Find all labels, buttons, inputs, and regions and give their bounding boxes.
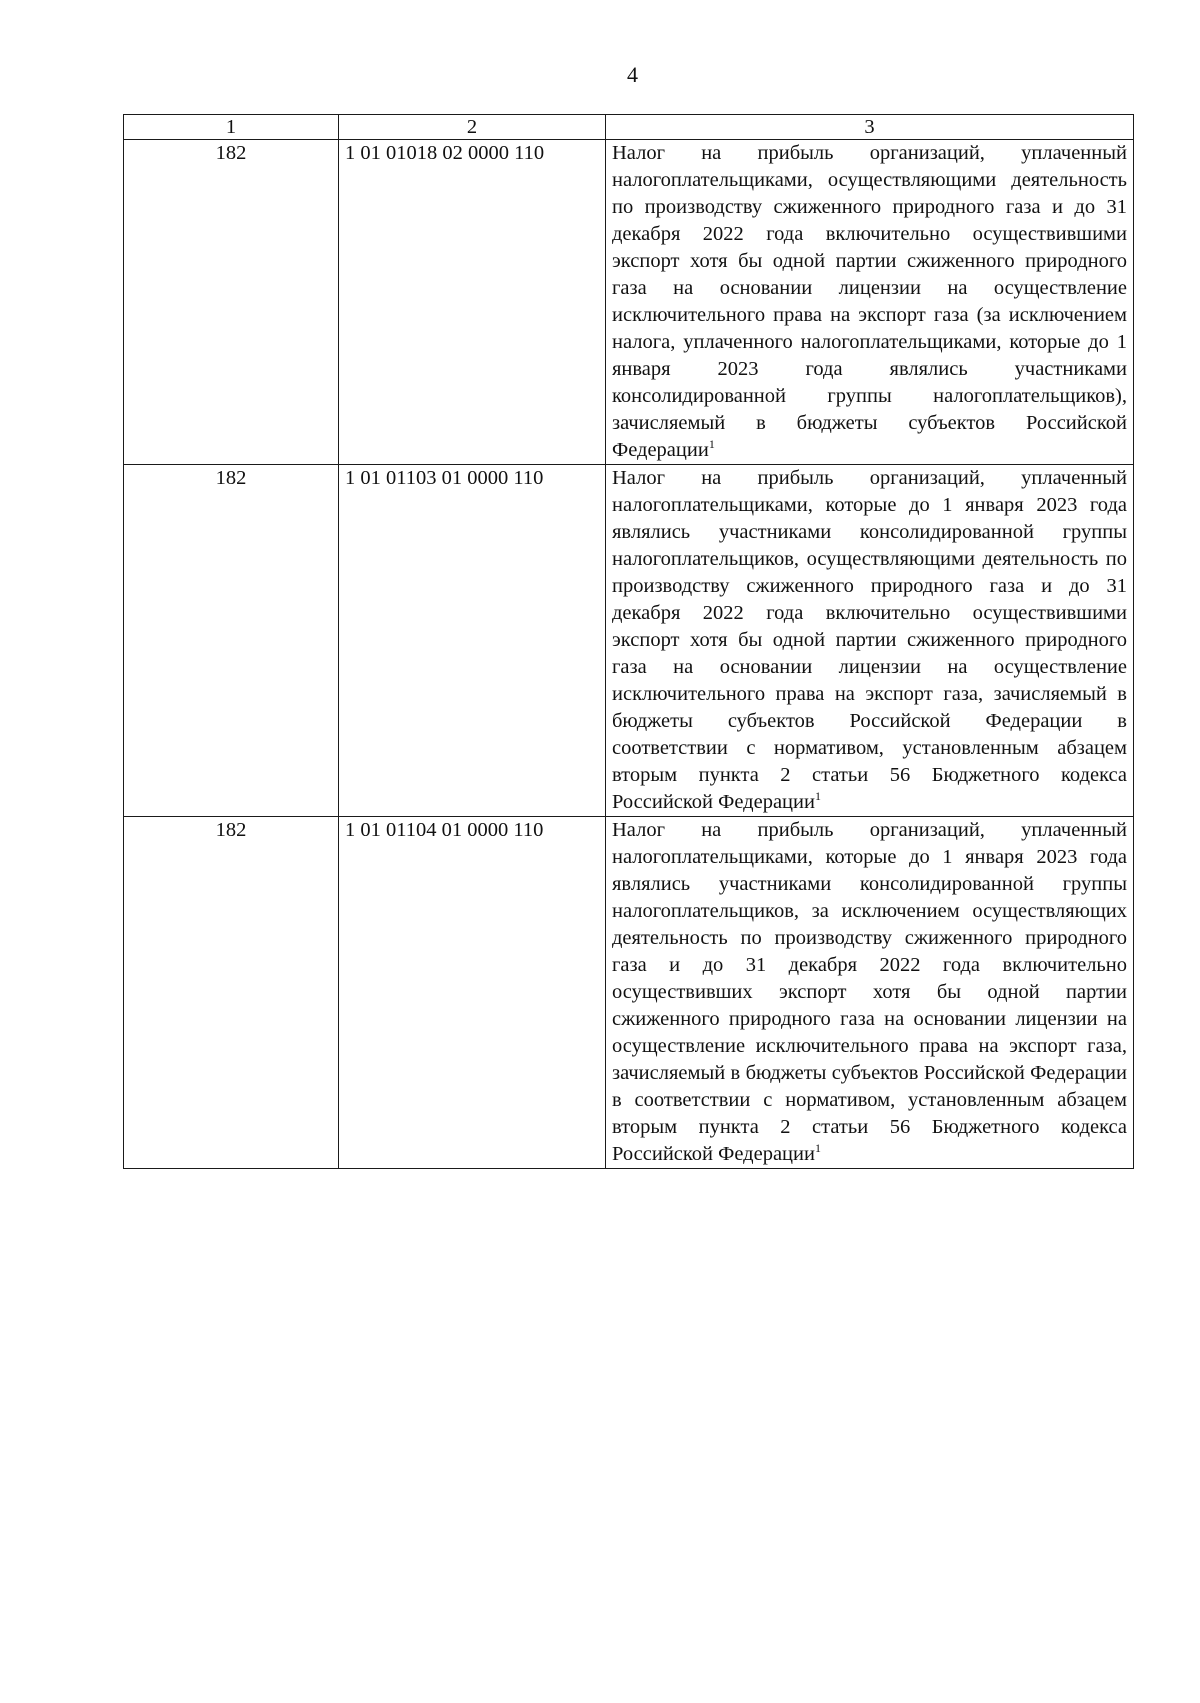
description-cell bbox=[606, 817, 1134, 1169]
budget-code-table bbox=[123, 114, 1134, 1169]
admin-code-cell: 182 bbox=[124, 140, 339, 465]
page-number: 4 bbox=[627, 62, 638, 87]
header-col-2: 2 bbox=[339, 115, 606, 140]
table-row bbox=[124, 817, 1134, 1169]
description-text: Налог на прибыль организаций, уплаченный налогоплательщиками, осуществляющими деятельность по производству сжиженного природного газа и до 31 декабря 2022 года включительно осуществившими экспорт хотя бы одной партии сжиженного природного газа на основании лицензии на осуществление исключительного права на экспорт газа (за исключением налога, уплаченного налогоплательщиками, которые до 1 января 2023 года являлись участниками консолидированной группы налогоплательщиков), зачисляемый в бюджеты субъектов Российской Федерации bbox=[612, 142, 1127, 461]
kbk-code-cell: 1 01 01103 01 0000 110 bbox=[339, 465, 606, 817]
admin-code-cell: 182 bbox=[124, 465, 339, 817]
description-cell bbox=[606, 465, 1134, 817]
table-row bbox=[124, 465, 1134, 817]
header-col-3: 3 bbox=[606, 115, 1134, 140]
kbk-code-cell: 1 01 01018 02 0000 110 bbox=[339, 140, 606, 465]
footnote-marker: 1 bbox=[814, 1141, 821, 1156]
table-header bbox=[124, 115, 1134, 140]
footnote-marker: 1 bbox=[708, 437, 715, 452]
header-row bbox=[124, 115, 1134, 140]
header-col-1: 1 bbox=[124, 115, 339, 140]
table-body bbox=[124, 140, 1134, 1169]
description-text: Налог на прибыль организаций, уплаченный налогоплательщиками, которые до 1 января 2023 года являлись участниками консолидированной группы налогоплательщиков, за исключением осуществляющих деятельность по производству сжиженного природного газа и до 31 декабря 2022 года включительно осуществивших экспорт хотя бы одной партии сжиженного природного газа на основании лицензии на осуществление исключительного права на экспорт газа, зачисляемый в бюджеты субъектов Российской Федерации в соответствии с нормативом, установленным абзацем вторым пункта 2 статьи 56 Бюджетного кодекса Российской Федерации bbox=[612, 819, 1127, 1165]
description-text: Налог на прибыль организаций, уплаченный налогоплательщиками, которые до 1 января 2023 года являлись участниками консолидированной группы налогоплательщиков, осуществляющими деятельность по производству сжиженного природного газа и до 31 декабря 2022 года включительно осуществившими экспорт хотя бы одной партии сжиженного природного газа на основании лицензии на осуществление исключительного права на экспорт газа, зачисляемый в бюджеты субъектов Российской Федерации в соответствии с нормативом, установленным абзацем вторым пункта 2 статьи 56 Бюджетного кодекса Российской Федерации bbox=[612, 467, 1127, 813]
admin-code-cell: 182 bbox=[124, 817, 339, 1169]
table-row bbox=[124, 140, 1134, 465]
kbk-code-cell: 1 01 01104 01 0000 110 bbox=[339, 817, 606, 1169]
footnote-marker: 1 bbox=[814, 789, 821, 804]
description-cell bbox=[606, 140, 1134, 465]
